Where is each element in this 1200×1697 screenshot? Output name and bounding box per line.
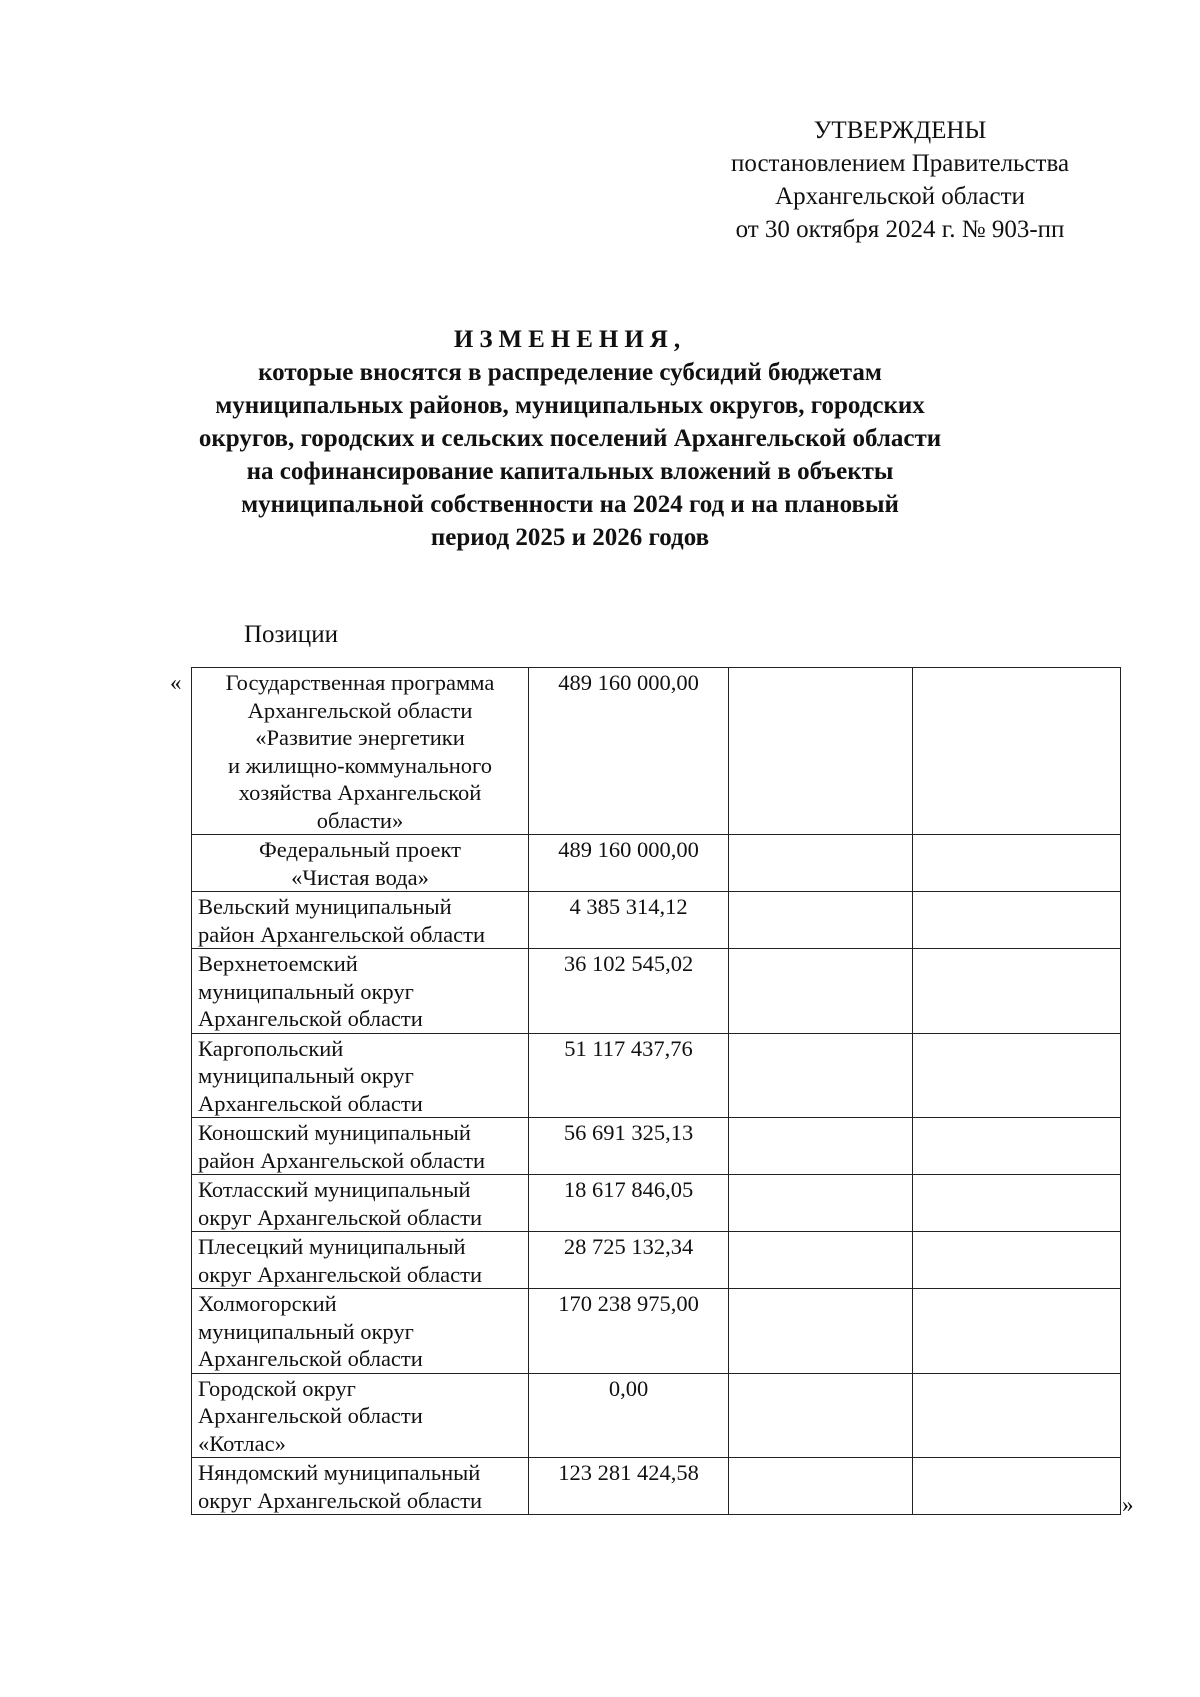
recipient-name-line: округ Архангельской области [198, 1204, 483, 1230]
recipient-name-line: области» [316, 807, 404, 833]
positions-label: Позиции [244, 621, 338, 648]
recipient-name-cell [192, 949, 529, 1034]
recipient-name-cell [192, 1232, 529, 1289]
amount-2026-cell [913, 835, 1121, 892]
recipient-name-line: Архангельской области [198, 1346, 423, 1371]
recipient-name-line: Вельский муниципальный [198, 894, 452, 919]
opening-quote: « [170, 670, 182, 695]
recipient-name-cell [192, 1458, 529, 1515]
recipient-name-cell [192, 1289, 529, 1374]
amount-2025-cell [729, 1118, 913, 1175]
amount-2025-cell [729, 949, 913, 1034]
table-row [192, 835, 1121, 892]
recipient-name-cell [192, 1175, 529, 1232]
recipient-name-line: Коношский муниципальный [198, 1120, 471, 1145]
recipient-name-cell [192, 668, 529, 835]
amount-2025-cell [729, 1033, 913, 1118]
recipient-name-line: Няндомский муниципальный [198, 1460, 481, 1485]
recipient-name-line: Государственная программа [225, 670, 495, 695]
document-title [140, 323, 1000, 554]
recipient-name-line: и жилищно-коммунального [228, 752, 492, 778]
recipient-name-line: Архангельской области [198, 1090, 423, 1116]
amount-2024-cell: 170 238 975,00 [529, 1289, 729, 1374]
recipient-name-line: муниципальный округ [198, 1063, 414, 1088]
amount-2025-cell [729, 1373, 913, 1458]
recipient-name-line: округ Архангельской области [198, 1487, 483, 1513]
recipient-name-line: «Развитие энергетики [255, 725, 465, 750]
recipient-name-line: район Архангельской области [198, 921, 485, 947]
table-row [192, 1118, 1121, 1175]
subsidy-table-body [192, 668, 1121, 1515]
recipient-name-line: Федеральный проект [259, 837, 461, 862]
recipient-name-line: Архангельской области [247, 697, 473, 723]
table-row [192, 1175, 1121, 1232]
amount-2025-cell [729, 1458, 913, 1515]
recipient-name-line: муниципальный округ [198, 978, 414, 1004]
amount-2024-cell: 0,00 [529, 1373, 729, 1458]
recipient-name-cell [192, 1118, 529, 1175]
amount-2025-cell [729, 668, 913, 835]
table-row [192, 668, 1121, 835]
recipient-name-line: хозяйства Архангельской [238, 780, 482, 805]
amount-2026-cell [913, 892, 1121, 949]
amount-2026-cell [913, 1033, 1121, 1118]
approval-decree: постановлением Правительства [730, 150, 1070, 177]
recipient-name-line: Архангельской области [198, 1403, 423, 1428]
recipient-name-line: район Архангельской области [198, 1147, 485, 1173]
amount-2025-cell [729, 1175, 913, 1232]
recipient-name-cell [192, 892, 529, 949]
approval-date-number: от 30 октября 2024 г. № 903-пп [735, 216, 1065, 243]
recipient-name-line: муниципальный округ [198, 1318, 414, 1344]
amount-2024-cell: 28 725 132,34 [529, 1232, 729, 1289]
amount-2025-cell [729, 1289, 913, 1374]
recipient-name-line: Верхнетоемский [198, 951, 358, 976]
amount-2026-cell [913, 949, 1121, 1034]
recipient-name-line: Городской округ [198, 1375, 356, 1401]
recipient-name-line: «Чистая вода» [291, 864, 429, 890]
recipient-name-cell [192, 835, 529, 892]
recipient-name-line: Каргопольский [198, 1035, 344, 1061]
title-line: которые вносятся в распределение субсидий бюджетам [258, 359, 882, 386]
closing-quote: » [1122, 1492, 1134, 1517]
table-row [192, 892, 1121, 949]
amount-2025-cell [729, 1232, 913, 1289]
amount-2024-cell: 56 691 325,13 [529, 1118, 729, 1175]
recipient-name-line: «Котлас» [198, 1430, 286, 1456]
amount-2024-cell: 51 117 437,76 [529, 1033, 729, 1118]
title-line: округов, городских и сельских поселений Архангельской области [198, 425, 942, 452]
table-row [192, 1458, 1121, 1515]
recipient-name-line: Холмогорский [198, 1291, 337, 1316]
table-row [192, 949, 1121, 1034]
recipient-name-cell [192, 1033, 529, 1118]
recipient-name-line: Котласский муниципальный [198, 1177, 471, 1202]
amount-2024-cell: 18 617 846,05 [529, 1175, 729, 1232]
amount-2026-cell [913, 1232, 1121, 1289]
title-line: период 2025 и 2026 годов [430, 524, 710, 551]
approval-block [690, 114, 1110, 246]
amount-2024-cell: 489 160 000,00 [529, 835, 729, 892]
recipient-name-cell [192, 1373, 529, 1458]
title-line: на софинансирование капитальных вложений в объекты [246, 458, 894, 485]
amount-2026-cell [913, 1373, 1121, 1458]
amount-2026-cell [913, 1118, 1121, 1175]
approval-title: УТВЕРЖДЕНЫ [813, 117, 987, 144]
amount-2025-cell [729, 835, 913, 892]
table-row [192, 1373, 1121, 1458]
amount-2024-cell: 36 102 545,02 [529, 949, 729, 1034]
recipient-name-line: Архангельской области [198, 1006, 423, 1031]
title-heading: ИЗМЕНЕНИЯ, [453, 326, 687, 353]
amount-2026-cell [913, 1175, 1121, 1232]
amount-2026-cell [913, 668, 1121, 835]
table-row [192, 1033, 1121, 1118]
title-line: муниципальной собственности на 2024 год и на плановый [241, 491, 899, 518]
title-line: муниципальных районов, муниципальных округов, городских [215, 392, 925, 419]
subsidy-table [191, 667, 1121, 1515]
amount-2025-cell [729, 892, 913, 949]
amount-2024-cell: 123 281 424,58 [529, 1458, 729, 1515]
amount-2026-cell [913, 1458, 1121, 1515]
amount-2026-cell [913, 1289, 1121, 1374]
amount-2024-cell: 489 160 000,00 [529, 668, 729, 835]
recipient-name-line: Плесецкий муниципальный [198, 1234, 466, 1259]
approval-region: Архангельской области [775, 183, 1025, 210]
recipient-name-line: округ Архангельской области [198, 1261, 483, 1287]
table-row [192, 1232, 1121, 1289]
amount-2024-cell: 4 385 314,12 [529, 892, 729, 949]
table-row [192, 1289, 1121, 1374]
